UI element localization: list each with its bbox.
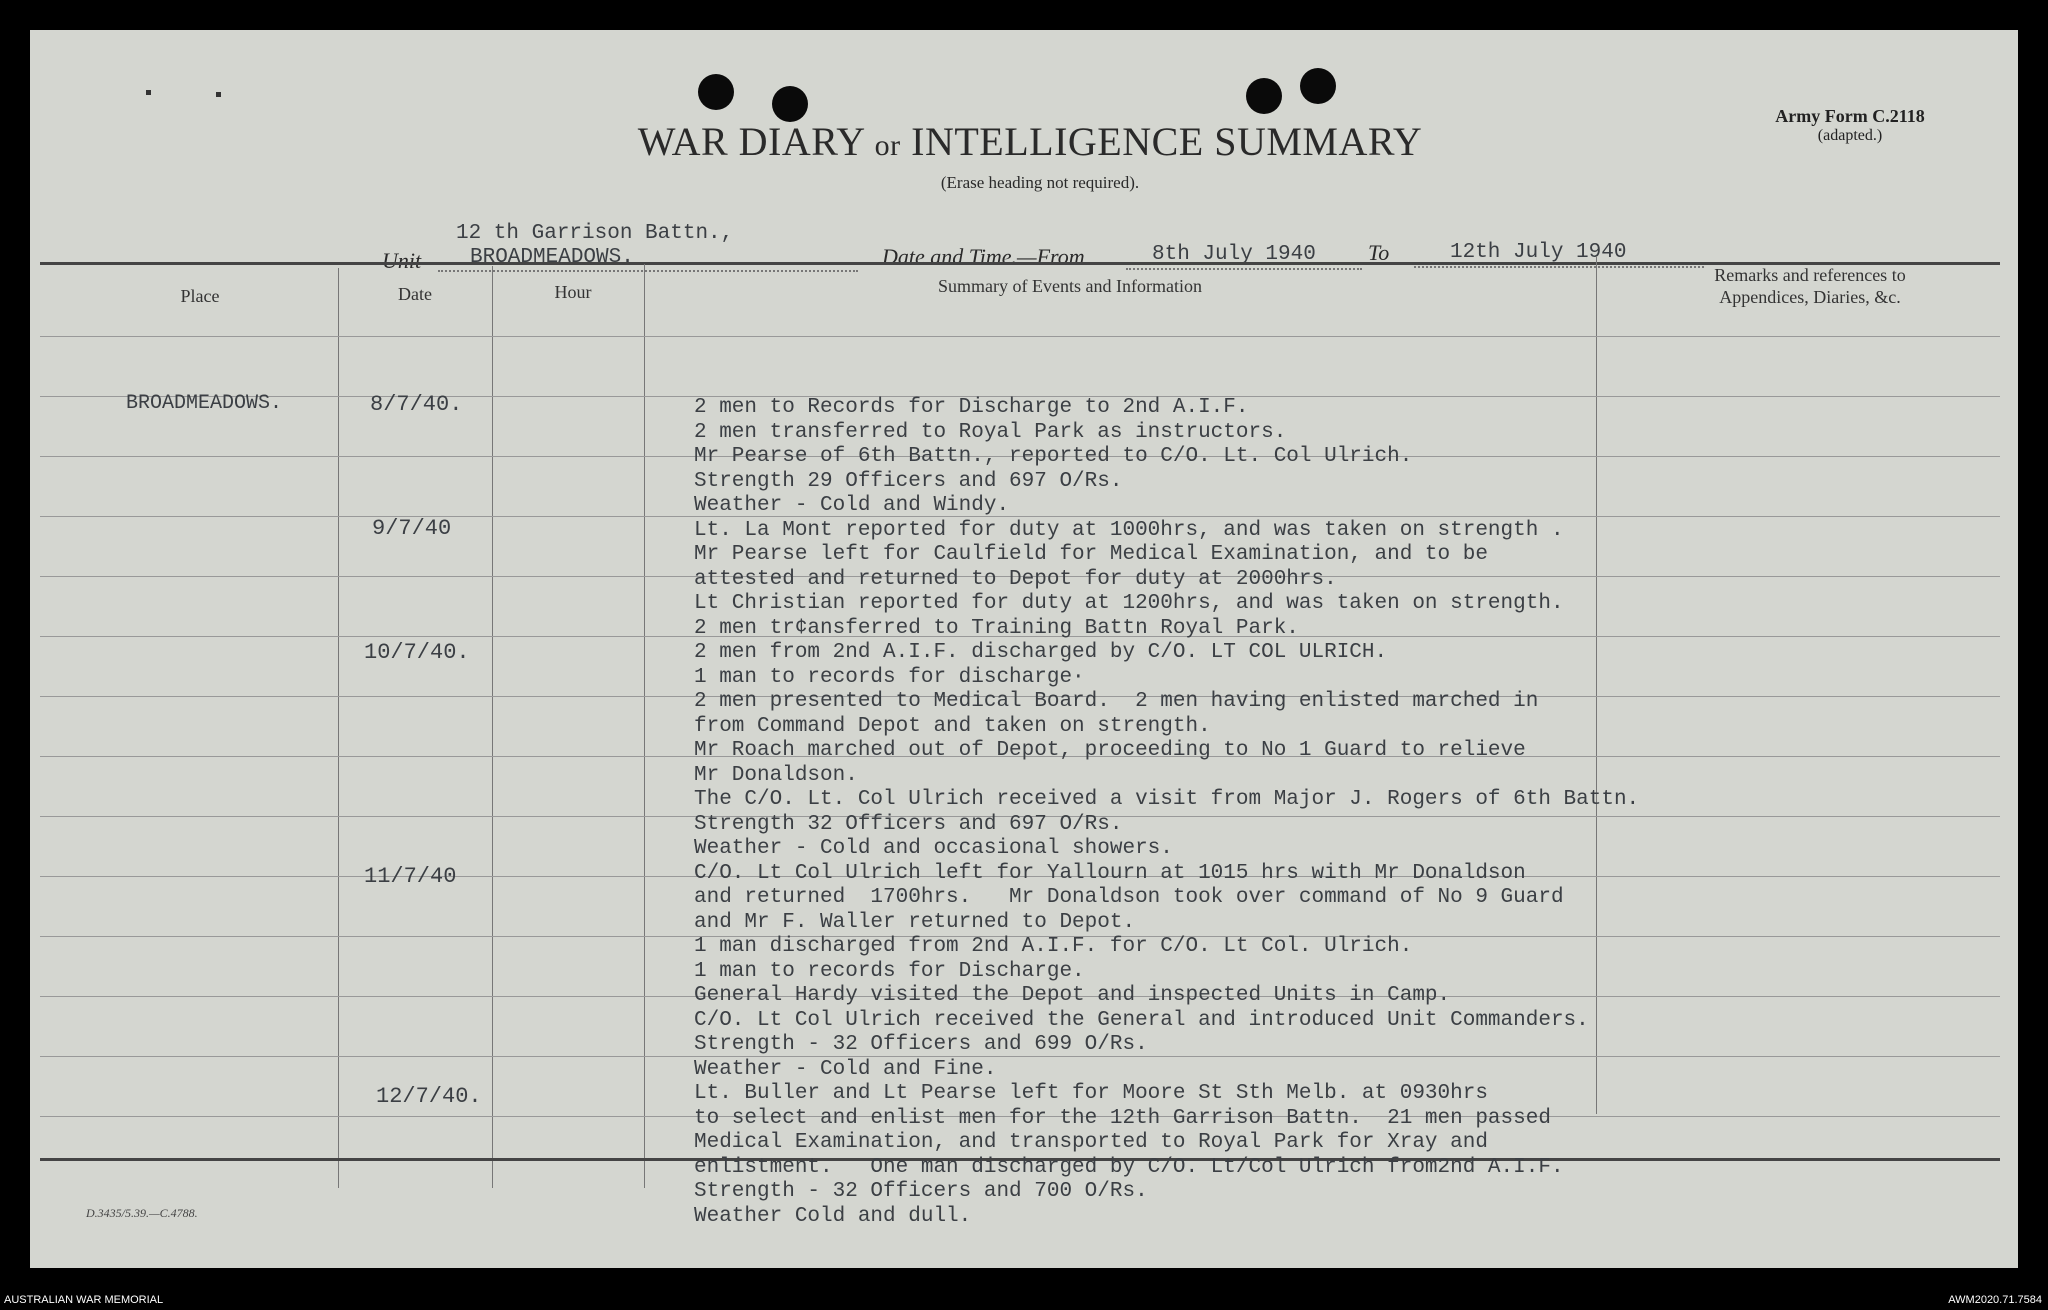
- army-form-number: Army Form C.2118: [1775, 106, 1925, 126]
- date-to-value: 12th July 1940: [1450, 241, 1627, 264]
- summary-line: Medical Examination, and transported to Royal Park for Xray and: [694, 1131, 1488, 1154]
- punch-hole: [1300, 68, 1336, 104]
- paper-mark: [146, 90, 151, 95]
- column-divider: [338, 268, 339, 1188]
- title-intelligence-summary: INTELLIGENCE SUMMARY: [911, 119, 1423, 164]
- archive-credit: AUSTRALIAN WAR MEMORIAL: [4, 1294, 164, 1306]
- unit-dotted-line: [438, 270, 858, 272]
- date-entry: 11/7/40: [364, 864, 457, 889]
- summary-line: Strength - 32 Officers and 700 O/Rs.: [694, 1180, 1148, 1203]
- summary-line: Mr Pearse left for Caulfield for Medical Examination, and to be: [694, 543, 1488, 566]
- summary-line: The C/O. Lt. Col Ulrich received a visit from Major J. Rogers of 6th Battn.: [694, 788, 1640, 811]
- summary-line: Weather - Cold and Windy.: [694, 494, 1010, 517]
- summary-line: Strength - 32 Officers and 699 O/Rs.: [694, 1033, 1148, 1056]
- archive-reference: AWM2020.71.7584: [1948, 1294, 2042, 1306]
- title-war-diary: WAR DIARY: [637, 119, 865, 164]
- summary-line: 2 men from 2nd A.I.F. discharged by C/O. LT COL ULRICH.: [694, 641, 1388, 664]
- unit-value-line1: 12 th Garrison Battn.,: [456, 222, 734, 245]
- summary-line: Strength 32 Officers and 697 O/Rs.: [694, 812, 1123, 836]
- summary-line: Lt. La Mont reported for duty at 1000hrs, and was taken on strength .: [694, 518, 1564, 542]
- column-header-summary: Summary of Events and Information: [938, 276, 1202, 296]
- summary-line: and Mr F. Waller returned to Depot.: [694, 910, 1136, 934]
- diary-sheet: [30, 30, 2018, 1268]
- remarks-header-line1: Remarks and references to: [1714, 265, 1906, 285]
- summary-line: Weather - Cold and Fine.: [694, 1057, 997, 1081]
- column-header-remarks: [1630, 264, 1990, 308]
- date-entry: 10/7/40.: [364, 640, 470, 665]
- remarks-header-line2: Appendices, Diaries, &c.: [1719, 287, 1901, 307]
- column-header-date: Date: [398, 284, 432, 304]
- summary-line: C/O. Lt Col Ulrich left for Yallourn at 1015 hrs with Mr Donaldson: [694, 861, 1526, 885]
- summary-line: Weather - Cold and occasional showers.: [694, 837, 1173, 860]
- column-divider: [644, 264, 645, 1188]
- summary-line: to select and enlist men for the 12th Garrison Battn. 21 men passed: [694, 1106, 1551, 1130]
- summary-line: Lt. Buller and Lt Pearse left for Moore St Sth Melb. at 0930hrs: [694, 1082, 1488, 1105]
- date-time-label: Date and Time.—From: [882, 244, 1085, 269]
- summary-line: Strength 29 Officers and 697 O/Rs.: [694, 469, 1123, 493]
- subtitle: (Erase heading not required).: [940, 173, 1140, 192]
- unit-label: Unit: [382, 248, 422, 273]
- summary-line: 2 men presented to Medical Board. 2 men having enlisted marched in: [694, 690, 1539, 713]
- date-entry: 8/7/40.: [370, 392, 463, 417]
- summary-line: Mr Pearse of 6th Battn., reported to C/O. Lt. Col Ulrich.: [694, 445, 1413, 468]
- unit-value-line2: BROADMEADOWS.: [470, 246, 634, 269]
- summary-line: 1 man to records for discharge·: [694, 665, 1085, 689]
- date-entry: 12/7/40.: [376, 1084, 482, 1109]
- summary-line: attested and returned to Depot for duty at 2000hrs.: [694, 567, 1337, 591]
- row-rule: [40, 336, 2000, 337]
- to-label: To: [1368, 240, 1390, 265]
- date-entry: 9/7/40: [372, 516, 452, 541]
- column-header-hour: Hour: [554, 282, 592, 302]
- summary-line: 1 man discharged from 2nd A.I.F. for C/O. Lt Col. Ulrich.: [694, 935, 1413, 958]
- punch-hole: [698, 74, 734, 110]
- summary-line: and returned 1700hrs. Mr Donaldson took over command of No 9 Guard: [694, 886, 1564, 909]
- summary-line: 2 men to Records for Discharge to 2nd A.I.F.: [694, 396, 1249, 419]
- summary-line: 2 men tr¢ansferred to Training Battn Royal Park.: [694, 616, 1299, 640]
- title-or: or: [874, 129, 901, 162]
- summary-line: from Command Depot and taken on strength.: [694, 714, 1211, 738]
- summary-line: C/O. Lt Col Ulrich received the General and introduced Unit Commanders.: [694, 1008, 1589, 1032]
- form-print-code: D.3435/5.39.—C.4788.: [86, 1206, 198, 1220]
- summary-line: Mr Roach marched out of Depot, proceeding to No 1 Guard to relieve: [694, 739, 1526, 762]
- date-from-value: 8th July 1940: [1152, 243, 1316, 266]
- summary-line: Lt Christian reported for duty at 1200hrs, and was taken on strength.: [694, 592, 1564, 615]
- punch-hole: [772, 86, 808, 122]
- summary-line: Mr Donaldson.: [694, 763, 858, 787]
- army-form-note: (adapted.): [1817, 127, 1883, 144]
- summary-line: enlistment. One man discharged by C/O. Lt/Col Ulrich from2nd A.I.F.: [694, 1155, 1564, 1179]
- summary-line: Weather Cold and dull.: [694, 1204, 972, 1228]
- summary-line: General Hardy visited the Depot and inspected Units in Camp.: [694, 984, 1451, 1007]
- column-divider: [492, 266, 493, 1188]
- summary-line: 2 men transferred to Royal Park as instructors.: [694, 420, 1287, 444]
- summary-line: 1 man to records for Discharge.: [694, 959, 1085, 983]
- paper-mark: [216, 92, 221, 97]
- column-header-place: Place: [180, 286, 220, 306]
- date-from-dotted-line: [1126, 268, 1362, 270]
- place-value: BROADMEADOWS.: [126, 392, 283, 415]
- summary-entries: [694, 396, 1639, 1229]
- army-form-label: [1730, 106, 1970, 146]
- punch-hole: [1246, 78, 1282, 114]
- page-title: [590, 118, 1470, 165]
